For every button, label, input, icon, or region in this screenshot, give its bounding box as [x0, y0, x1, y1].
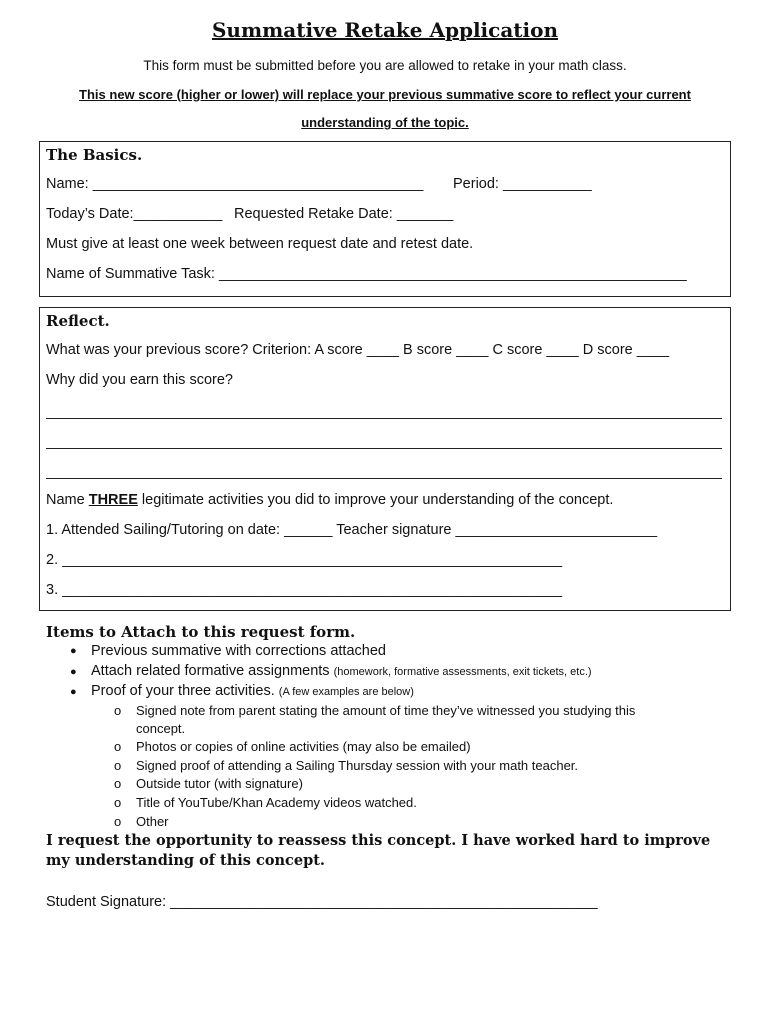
activities-emphasis: THREE	[88, 492, 138, 508]
score-replacement-warning-cont: understanding of the topic.	[301, 115, 469, 130]
why-answer-line-2[interactable]	[46, 448, 722, 449]
one-week-note: Must give at least one week between request date and retest date.	[46, 236, 474, 252]
score-replacement-warning: This new score (higher or lower) will replace your previous summative score to reflect your current	[79, 87, 691, 102]
requested-retake-date-field[interactable]: Requested Retake Date: _______	[234, 206, 454, 222]
attach-item-1: Previous summative with corrections attached	[91, 643, 386, 659]
bullet-icon: ●	[70, 666, 77, 678]
example-1: Signed note from parent stating the amount of time they’ve witnessed you studying this	[136, 703, 636, 718]
sub-bullet-icon: o	[114, 739, 122, 754]
bullet-icon: ●	[70, 686, 77, 698]
activities-prefix: Name	[46, 492, 89, 508]
activities-suffix: legitimate activities you did to improve your understanding of the concept.	[137, 492, 614, 508]
name-field[interactable]: Name: _________________________________________	[46, 176, 424, 192]
example-6: Other	[136, 814, 169, 829]
activity-1-field[interactable]: 1. Attended Sailing/Tutoring on date: ______ Teacher signature _________________________	[46, 522, 658, 538]
example-5: Title of YouTube/Khan Academy videos watched.	[136, 795, 417, 810]
request-statement-line-1: I request the opportunity to reassess this concept. I have worked hard to improve	[46, 832, 711, 849]
summative-task-field[interactable]: Name of Summative Task: __________________________________________________________	[46, 266, 687, 282]
form-title: Summative Retake Application	[211, 18, 559, 42]
activity-3-field[interactable]: 3. ______________________________________________________________	[46, 582, 563, 598]
attach-item-2-note: (homework, formative assessments, exit tickets, etc.)	[333, 666, 592, 678]
sub-bullet-icon: o	[114, 814, 122, 829]
bullet-icon: ●	[70, 645, 77, 657]
sub-bullet-icon: o	[114, 758, 122, 773]
reflect-title: Reflect.	[46, 312, 110, 330]
activities-prompt	[46, 492, 613, 508]
why-question: Why did you earn this score?	[46, 372, 233, 388]
example-4: Outside tutor (with signature)	[136, 776, 303, 791]
attach-item-3: Proof of your three activities. (A few examples are below)	[91, 683, 414, 699]
basics-title: The Basics.	[46, 146, 143, 164]
attach-title: Items to Attach to this request form.	[46, 623, 356, 641]
sub-bullet-icon: o	[114, 795, 122, 810]
todays-date-field[interactable]: Today’s Date:___________	[46, 206, 223, 222]
submission-notice: This form must be submitted before you are allowed to retake in your math class.	[143, 58, 627, 73]
period-field[interactable]: Period: ___________	[453, 176, 592, 192]
previous-score-field[interactable]: What was your previous score? Criterion: A score ____ B score ____ C score ____ D score ____	[46, 342, 670, 358]
sub-bullet-icon: o	[114, 776, 122, 791]
why-answer-line-1[interactable]	[46, 418, 722, 419]
attach-item-3-note: (A few examples are below)	[278, 686, 414, 698]
student-signature-field[interactable]: Student Signature: _____________________________________________________	[46, 894, 598, 910]
attach-item-2: Attach related formative assignments (homework, formative assessments, exit tickets, etc.)	[91, 663, 592, 679]
example-2: Photos or copies of online activities (may also be emailed)	[136, 739, 471, 754]
sub-bullet-icon: o	[114, 703, 122, 718]
request-statement-line-2: my understanding of this concept.	[46, 852, 325, 869]
example-3: Signed proof of attending a Sailing Thursday session with your math teacher.	[136, 758, 579, 773]
why-answer-line-3[interactable]	[46, 478, 722, 479]
activity-2-field[interactable]: 2. ______________________________________________________________	[46, 552, 563, 568]
example-1-continued: concept.	[136, 721, 186, 736]
